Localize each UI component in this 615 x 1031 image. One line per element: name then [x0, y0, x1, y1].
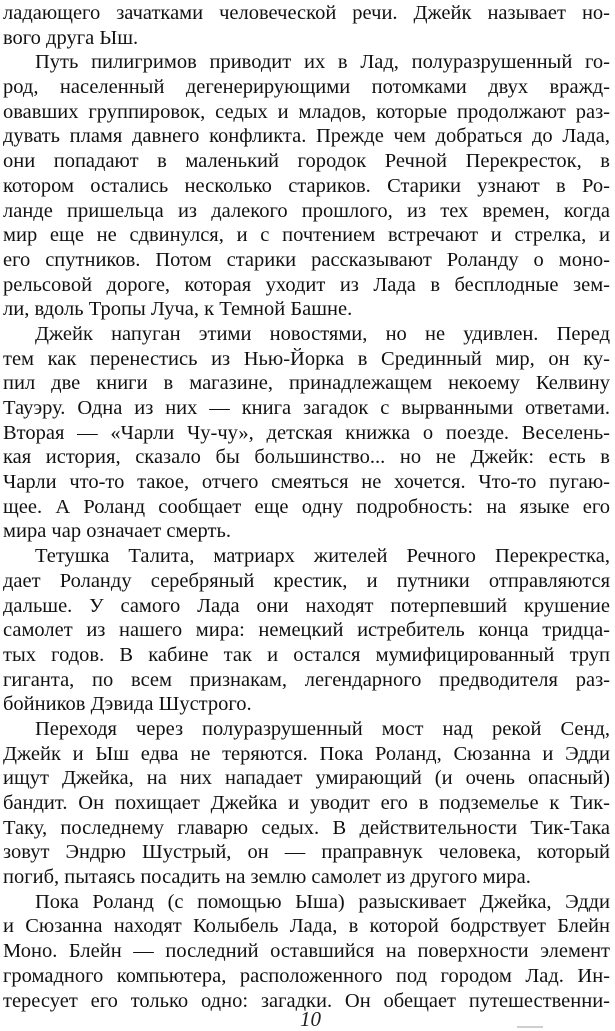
- text-line: его спутников. Потом старики рассказывают Роланду о моно-: [3, 248, 610, 271]
- text-line: ищут Джейка, на них нападает умирающий (и очень опасный): [3, 767, 610, 790]
- text-line: Пока Роланд (с помощью Ыша) разыскивает Джейка, Эдди: [35, 890, 610, 913]
- body-text: [3, 1, 610, 1013]
- paragraph: [3, 50, 610, 322]
- text-line: мир еще не сдвинулся, и с почтением встречают и стрелка, и: [3, 224, 610, 247]
- text-line: бандит. Он похищает Джейка и уводит его в подземелье к Тик-: [3, 792, 610, 814]
- text-line: ланде пришельца из далекого прошлого, из тех времен, когда: [3, 199, 610, 222]
- text-line: Таку, последнему главарю седых. В действительности Тик-Така: [3, 816, 610, 839]
- text-line: Тетушка Талита, матриарх жителей Речного Перекрестка,: [35, 545, 610, 568]
- text-line: овавших группировок, седых и младов, которые продолжают раз-: [3, 100, 610, 123]
- text-line: пил две книги в магазине, принадлежащем некоему Келвину: [3, 372, 610, 395]
- paragraph: [3, 717, 610, 890]
- text-line: дальше. У самого Лада они находят потерпевший крушение: [3, 594, 610, 617]
- paragraph: [3, 890, 610, 1013]
- text-line: котором остались несколько стариков. Старики узнают в Ро-: [3, 174, 610, 197]
- text-line: тем как перенестись из Нью-Йорка в Срединный мир, он ку-: [3, 347, 610, 370]
- text-line: они попадают в маленький городок Речной Перекресток, в: [3, 150, 610, 173]
- text-line: вого друга Ыш.: [3, 26, 139, 49]
- text-line: мира чар означает смерть.: [3, 520, 231, 543]
- book-page: [3, 0, 610, 1031]
- text-line: громадного компьютера, расположенного под городом Лад. Ин-: [3, 964, 610, 987]
- text-line: тересует его только одно: загадки. Он обещает путешественни-: [3, 989, 610, 1012]
- paragraph: [3, 1, 610, 50]
- text-line: тых годов. В кабине так и остался мумифицированный труп: [3, 643, 610, 666]
- text-line: ладающего зачатками человеческой речи. Джейк называет но-: [3, 2, 610, 24]
- text-line: щее. А Роланд сообщает еще одну подробность: на языке его: [3, 495, 610, 518]
- page-number: 10: [300, 1007, 321, 1031]
- text-line: Чарли что-то такое, отчего смеяться не хочется. Что-то пугаю-: [3, 471, 610, 494]
- text-line: Тауэру. Одна из них — книга загадок с вырванными ответами.: [3, 397, 610, 419]
- text-line: ли, вдоль Тропы Луча, к Темной Башне.: [3, 298, 353, 321]
- text-line: Джейк и Ыш едва не теряются. Пока Роланд, Сюзанна и Эдди: [3, 742, 610, 765]
- text-line: и Сюзанна находят Колыбель Лада, в которой бодрствует Блейн: [3, 915, 610, 938]
- text-line: Переходя через полуразрушенный мост над рекой Сенд,: [35, 717, 610, 740]
- text-line: кая история, сказало бы большинство... но не Джейк: есть в: [3, 446, 610, 469]
- text-line: дувать пламя давнего конфликта. Прежде чем добраться до Лада,: [3, 125, 610, 148]
- text-line: дает Роланду серебряный крестик, и путники отправляются: [3, 569, 610, 592]
- paragraph: [3, 544, 610, 717]
- text-line: погиб, пытаясь посадить на землю самолет из другого мира.: [3, 866, 531, 889]
- text-line: Моно. Блейн — последний оставшийся на поверхности элемент: [3, 940, 610, 963]
- text-line: бойников Дэвида Шустрого.: [3, 693, 252, 716]
- scan-edge-mark: [517, 1026, 543, 1028]
- text-line: рельсовой дороге, которая уходит из Лада в бесплодные зем-: [3, 273, 610, 296]
- text-line: Вторая — «Чарли Чу-чу», детская книжка о поезде. Веселень-: [3, 421, 610, 444]
- text-line: Джейк напуган этими новостями, но не удивлен. Перед: [35, 322, 610, 345]
- text-line: Путь пилигримов приводит их в Лад, полуразрушенный го-: [35, 51, 610, 74]
- text-line: зовут Эндрю Шустрый, он — праправнук человека, который: [3, 841, 610, 864]
- text-line: самолет из нашего мира: немецкий истребитель конца тридца-: [3, 619, 610, 642]
- text-line: гиганта, по всем признакам, легендарного предводителя раз-: [3, 668, 610, 691]
- paragraph: [3, 322, 610, 544]
- text-line: род, населенный дегенерирующими потомками двух вражд-: [3, 76, 610, 99]
